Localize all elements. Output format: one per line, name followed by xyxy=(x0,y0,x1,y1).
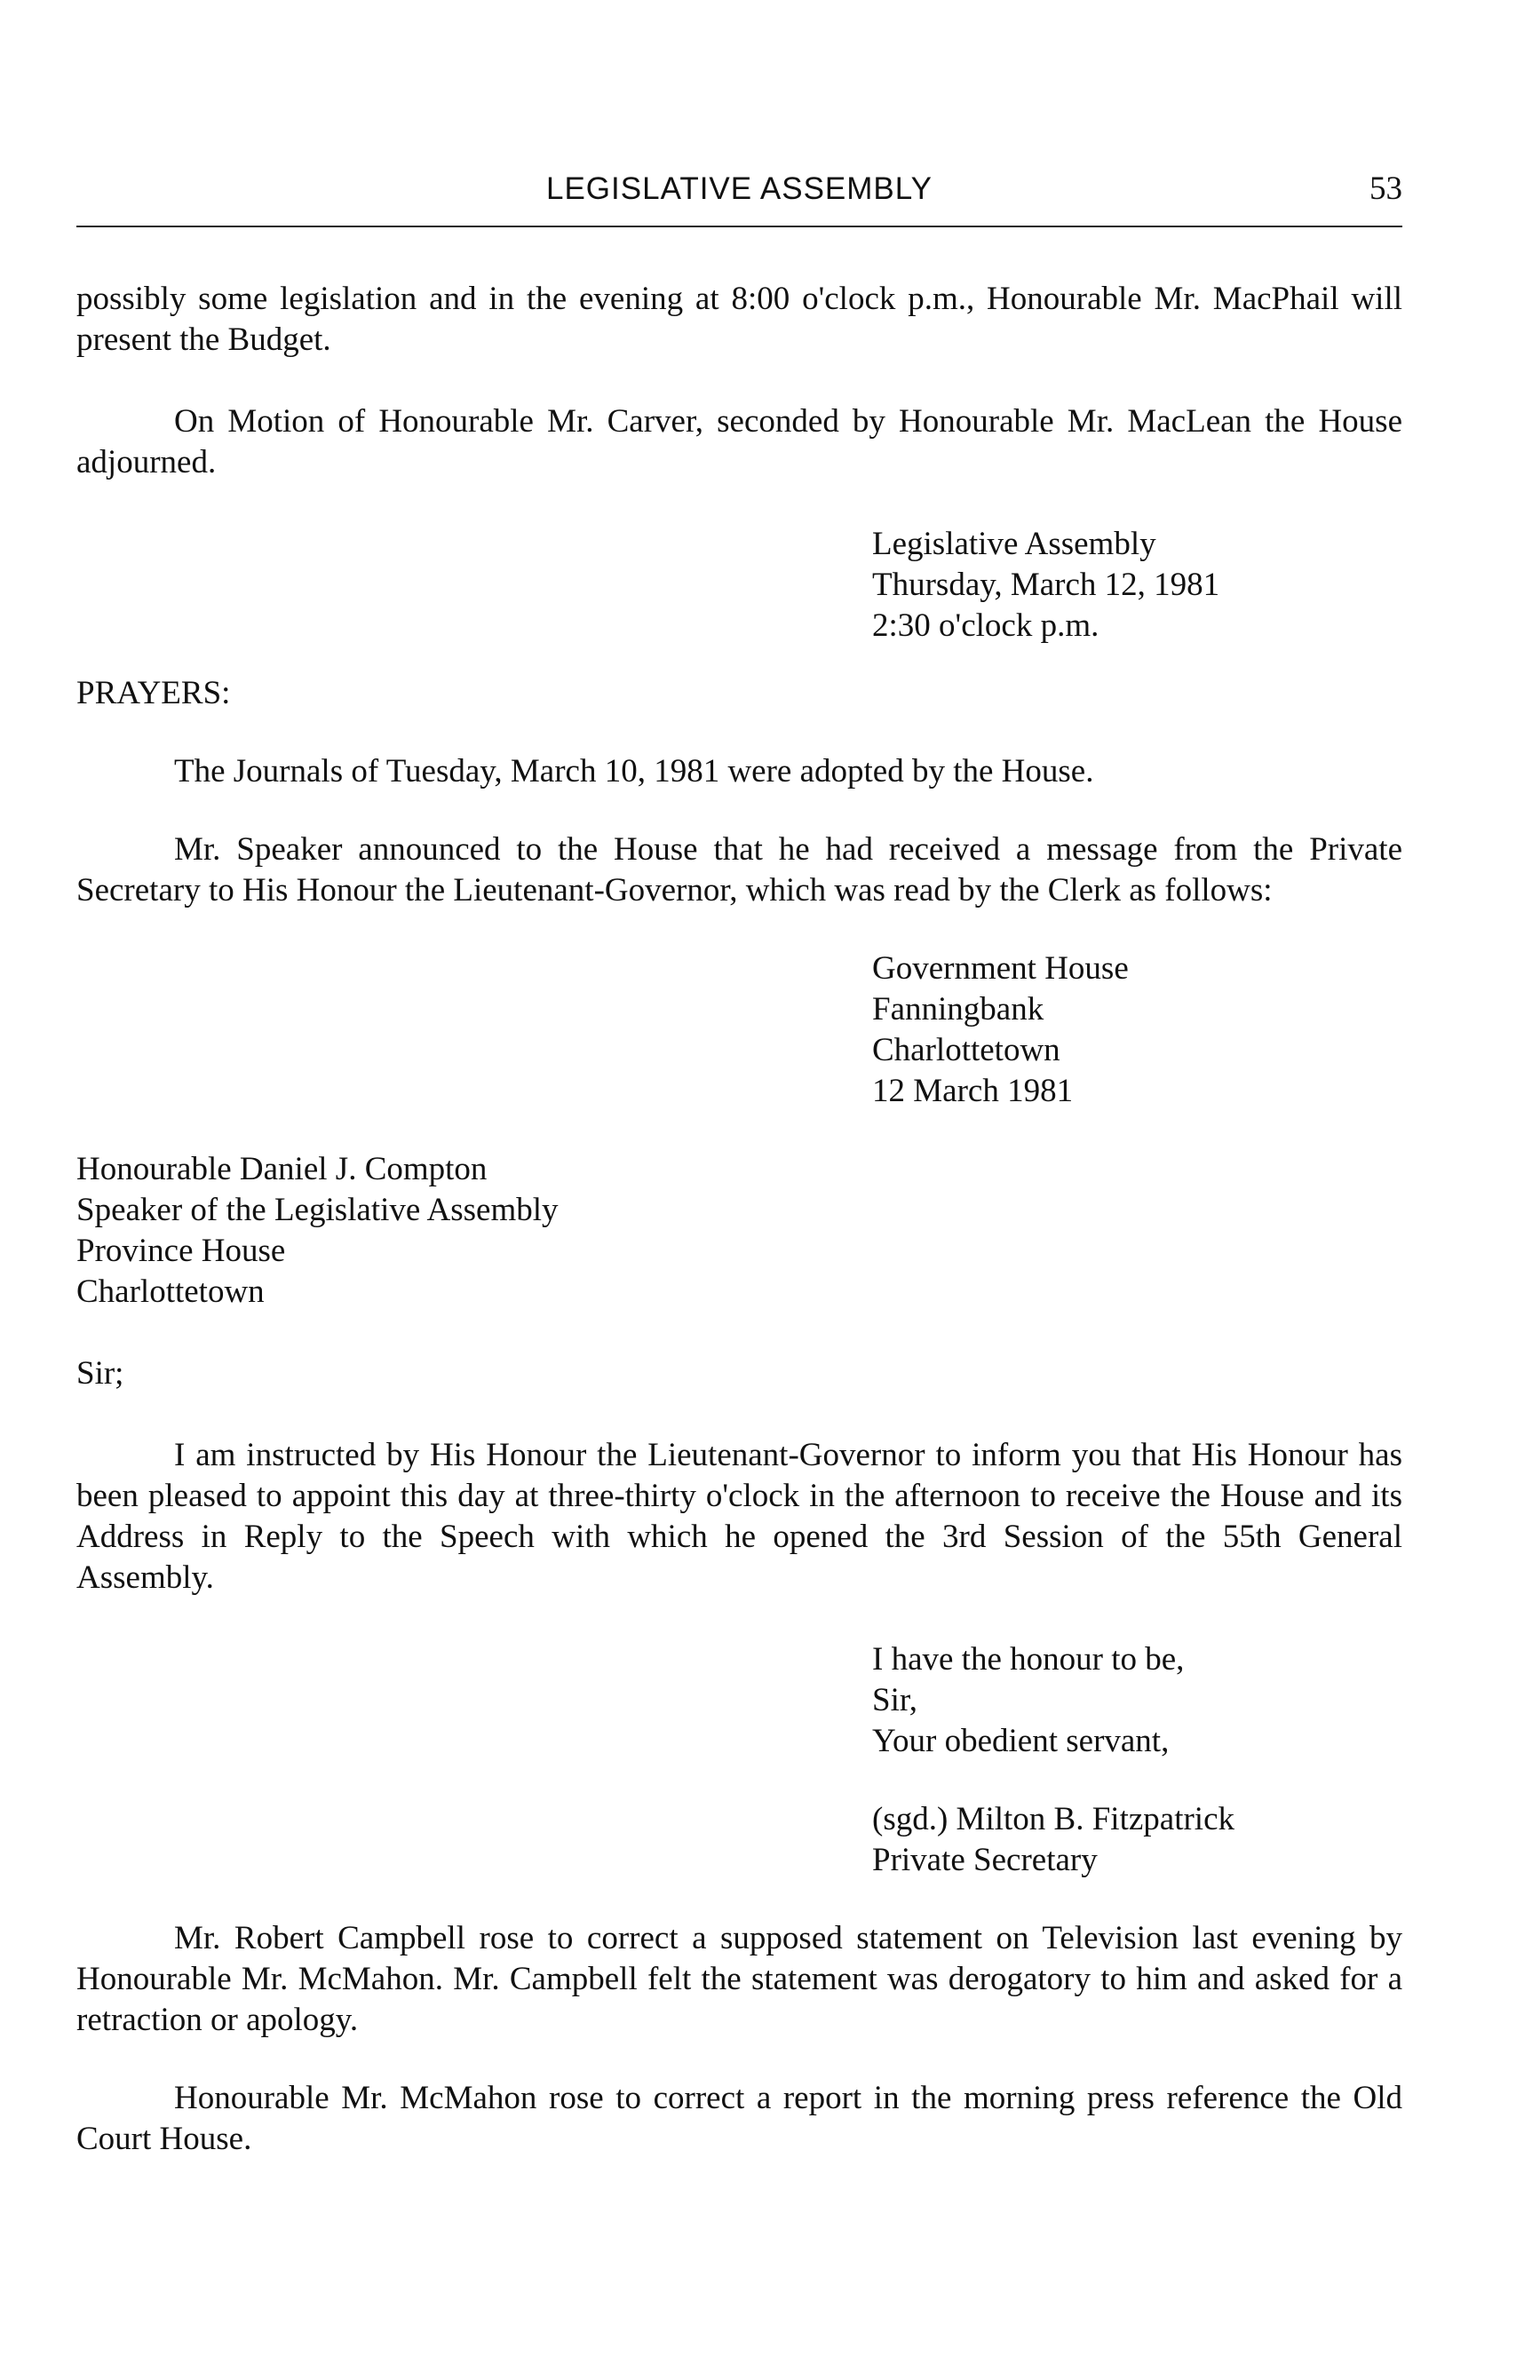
letter-closing xyxy=(872,1639,1402,1762)
paragraph-journals: The Journals of Tuesday, March 10, 1981 were adopted by the House. xyxy=(174,753,1094,789)
paragraph-mcmahon: Honourable Mr. McMahon rose to correct a report in the morning press reference the Old Court House. xyxy=(76,2080,1402,2157)
letter-signature xyxy=(872,1799,1402,1881)
paragraph-campbell: Mr. Robert Campbell rose to correct a supposed statement on Television last evening by Honourable Mr. McMahon. Mr. Campbell felt the statement was derogatory to him and asked for a retraction or apology. xyxy=(76,1920,1402,2038)
paragraph-speaker-announcement: Mr. Speaker announced to the House that he had received a message from the Private Secretary to His Honour the Lieutenant-Governor, which was read by the Clerk as follows: xyxy=(76,831,1402,908)
header-rule xyxy=(76,226,1402,227)
session-heading-line: Legislative Assembly xyxy=(872,526,1156,562)
session-heading-line: 2:30 o'clock p.m. xyxy=(872,607,1099,644)
prayers-heading: PRAYERS: xyxy=(76,675,231,711)
closing-line: Your obedient servant, xyxy=(872,1723,1170,1759)
sender-address-line: 12 March 1981 xyxy=(872,1073,1074,1109)
recipient-address-line: Speaker of the Legislative Assembly xyxy=(76,1192,559,1228)
sender-address-line: Government House xyxy=(872,950,1129,987)
sender-address-line: Fanningbank xyxy=(872,991,1044,1027)
recipient-address-line: Honourable Daniel J. Compton xyxy=(76,1151,488,1187)
signature-line: (sgd.) Milton B. Fitzpatrick xyxy=(872,1801,1234,1837)
sender-address-line: Charlottetown xyxy=(872,1032,1060,1068)
running-header xyxy=(76,169,1402,213)
session-heading xyxy=(872,524,1402,647)
paragraph-budget: possibly some legislation and in the evening at 8:00 o'clock p.m., Honourable Mr. MacPhail will present the Budget. xyxy=(76,281,1402,358)
letter-salutation: Sir; xyxy=(76,1355,124,1392)
page-number: 53 xyxy=(1369,171,1402,207)
recipient-address-line: Charlottetown xyxy=(76,1273,265,1310)
recipient-address-line: Province House xyxy=(76,1233,286,1269)
session-heading-line: Thursday, March 12, 1981 xyxy=(872,567,1220,603)
signature-line: Private Secretary xyxy=(872,1842,1098,1878)
header-title: LEGISLATIVE ASSEMBLY xyxy=(546,171,933,206)
letter-recipient-address xyxy=(76,1149,1402,1313)
paragraph-adjourned: On Motion of Honourable Mr. Carver, seconded by Honourable Mr. MacLean the House adjourned. xyxy=(76,403,1402,480)
letter-body: I am instructed by His Honour the Lieutenant-Governor to inform you that His Honour has been pleased to appoint this day at three-thirty o'clock in the afternoon to receive the House and its Address in Reply to the Speech with which he opened the 3rd Session of the 55th General Assembly. xyxy=(76,1437,1402,1596)
letter-sender-address xyxy=(872,948,1402,1112)
closing-line: I have the honour to be, xyxy=(872,1641,1185,1678)
closing-line: Sir, xyxy=(872,1682,917,1718)
